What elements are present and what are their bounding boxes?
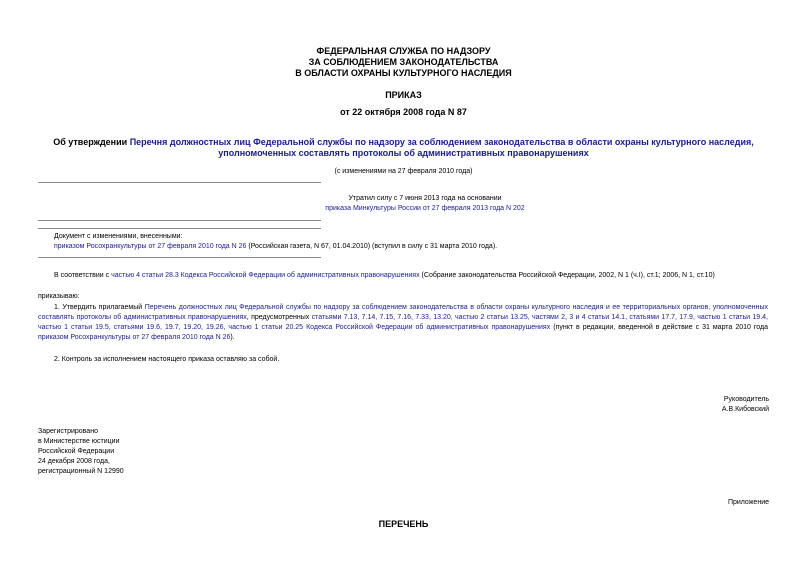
list-title: ПЕРЕЧЕНЬ [378,519,429,529]
doc-type: ПРИКАЗ [385,90,422,100]
divider [38,220,321,221]
item1-link-articles[interactable]: статьями 7.13, 7.14, 7.15, 7.16, 7.33, 13.20, частью 2 статьи 13.25, частями 2, 3 и 4 статьи 14.1, статьями 17.7, 17.9, частью 1 статьи 19.4, частью 1 статьи 19.5, статьями 19.6, 19.7, 19.20, 19.26, частью 1 статьи 20.25 Кодекса Российской Федерации об административных правонарушениях [38,314,768,331]
title-prefix: Об утверждении [53,137,130,147]
item1-mid-1: , предусмотренных [246,314,312,321]
preamble-prefix: В соответствии с [54,272,112,279]
agency-line-1: ФЕДЕРАЛЬНАЯ СЛУЖБА ПО НАДЗОРУ [316,46,491,56]
divider [38,182,321,183]
preamble-link[interactable]: частью 4 статьи 28.3 Кодекса Российской Федерации об административных правонарушениях [111,272,420,279]
amendments-link[interactable]: приказом Росохранкультуры от 27 февраля 2010 года N 26 [54,243,247,250]
item-2: 2. Контроль за исполнением настоящего приказа оставляю за собой. [54,356,280,363]
registration-line-1: Зарегистрировано [38,428,98,435]
item1-mid-2: (пункт в редакции, введенной в действие с 31 марта 2010 года [550,324,768,331]
item-1 [38,303,768,343]
changes-note: (с изменениями на 27 февраля 2010 года) [334,168,473,175]
signature-name: А.В.Кибовский [721,406,769,413]
divider [38,228,321,229]
signature-position: Руководитель [723,396,769,403]
orders-word: приказываю: [38,293,80,300]
item1-link-order[interactable]: приказом Росохранкультуры от 27 февраля 2010 года N 26 [38,334,231,341]
amendments-block [54,232,774,252]
amendments-label: Документ с изменениями, внесенными: [54,233,183,240]
preamble [54,271,774,281]
preamble-rest: (Собрание законодательства Российской Федерации, 2002, N 1 (ч.I), ст.1; 2006, N 1, ст.10) [419,272,715,279]
doc-date: от 22 октября 2008 года N 87 [340,107,467,117]
repeal-link[interactable]: приказа Минкультуры России от 27 февраля 2013 года N 202 [325,205,525,212]
repeal-text: Утратил силу с 7 июня 2013 года на основании [348,195,502,202]
item1-link-list[interactable]: Перечень должностных лиц Федеральной службы по надзору за соблюдением законодательства в области охраны культурного наследия и ее территориальных органов, уполномоченных составлять протоколы об административных правонарушениях [38,304,768,321]
agency-line-2: ЗА СОБЛЮДЕНИЕМ ЗАКОНОДАТЕЛЬСТВА [308,57,499,67]
registration-line-3: Российской Федерации [38,448,115,455]
registration-line-5: регистрационный N 12990 [38,468,124,475]
title-link-line-1[interactable]: Перечня должностных лиц Федеральной службы по надзору за соблюдением законодательства в области охраны культурного наследия, [129,137,754,147]
agency-name [0,46,807,79]
divider [38,257,321,258]
doc-title [0,137,807,159]
registration-line-4: 24 декабря 2008 года, [38,458,110,465]
amendments-rest: (Российская газета, N 67, 01.04.2010) (вступил в силу с 31 марта 2010 года). [246,243,498,250]
item1-end: ). [230,334,235,341]
title-link-line-2[interactable]: уполномоченных составлять протоколы об административных правонарушениях [218,148,589,158]
signature [722,395,769,415]
item1-prefix: 1. Утвердить прилагаемый [54,304,145,311]
appendix-label: Приложение [727,499,769,506]
agency-line-3: В ОБЛАСТИ ОХРАНЫ КУЛЬТУРНОГО НАСЛЕДИЯ [295,68,512,78]
repeal-note [300,194,550,214]
registration [38,427,124,477]
registration-line-2: в Министерстве юстиции [38,438,120,445]
